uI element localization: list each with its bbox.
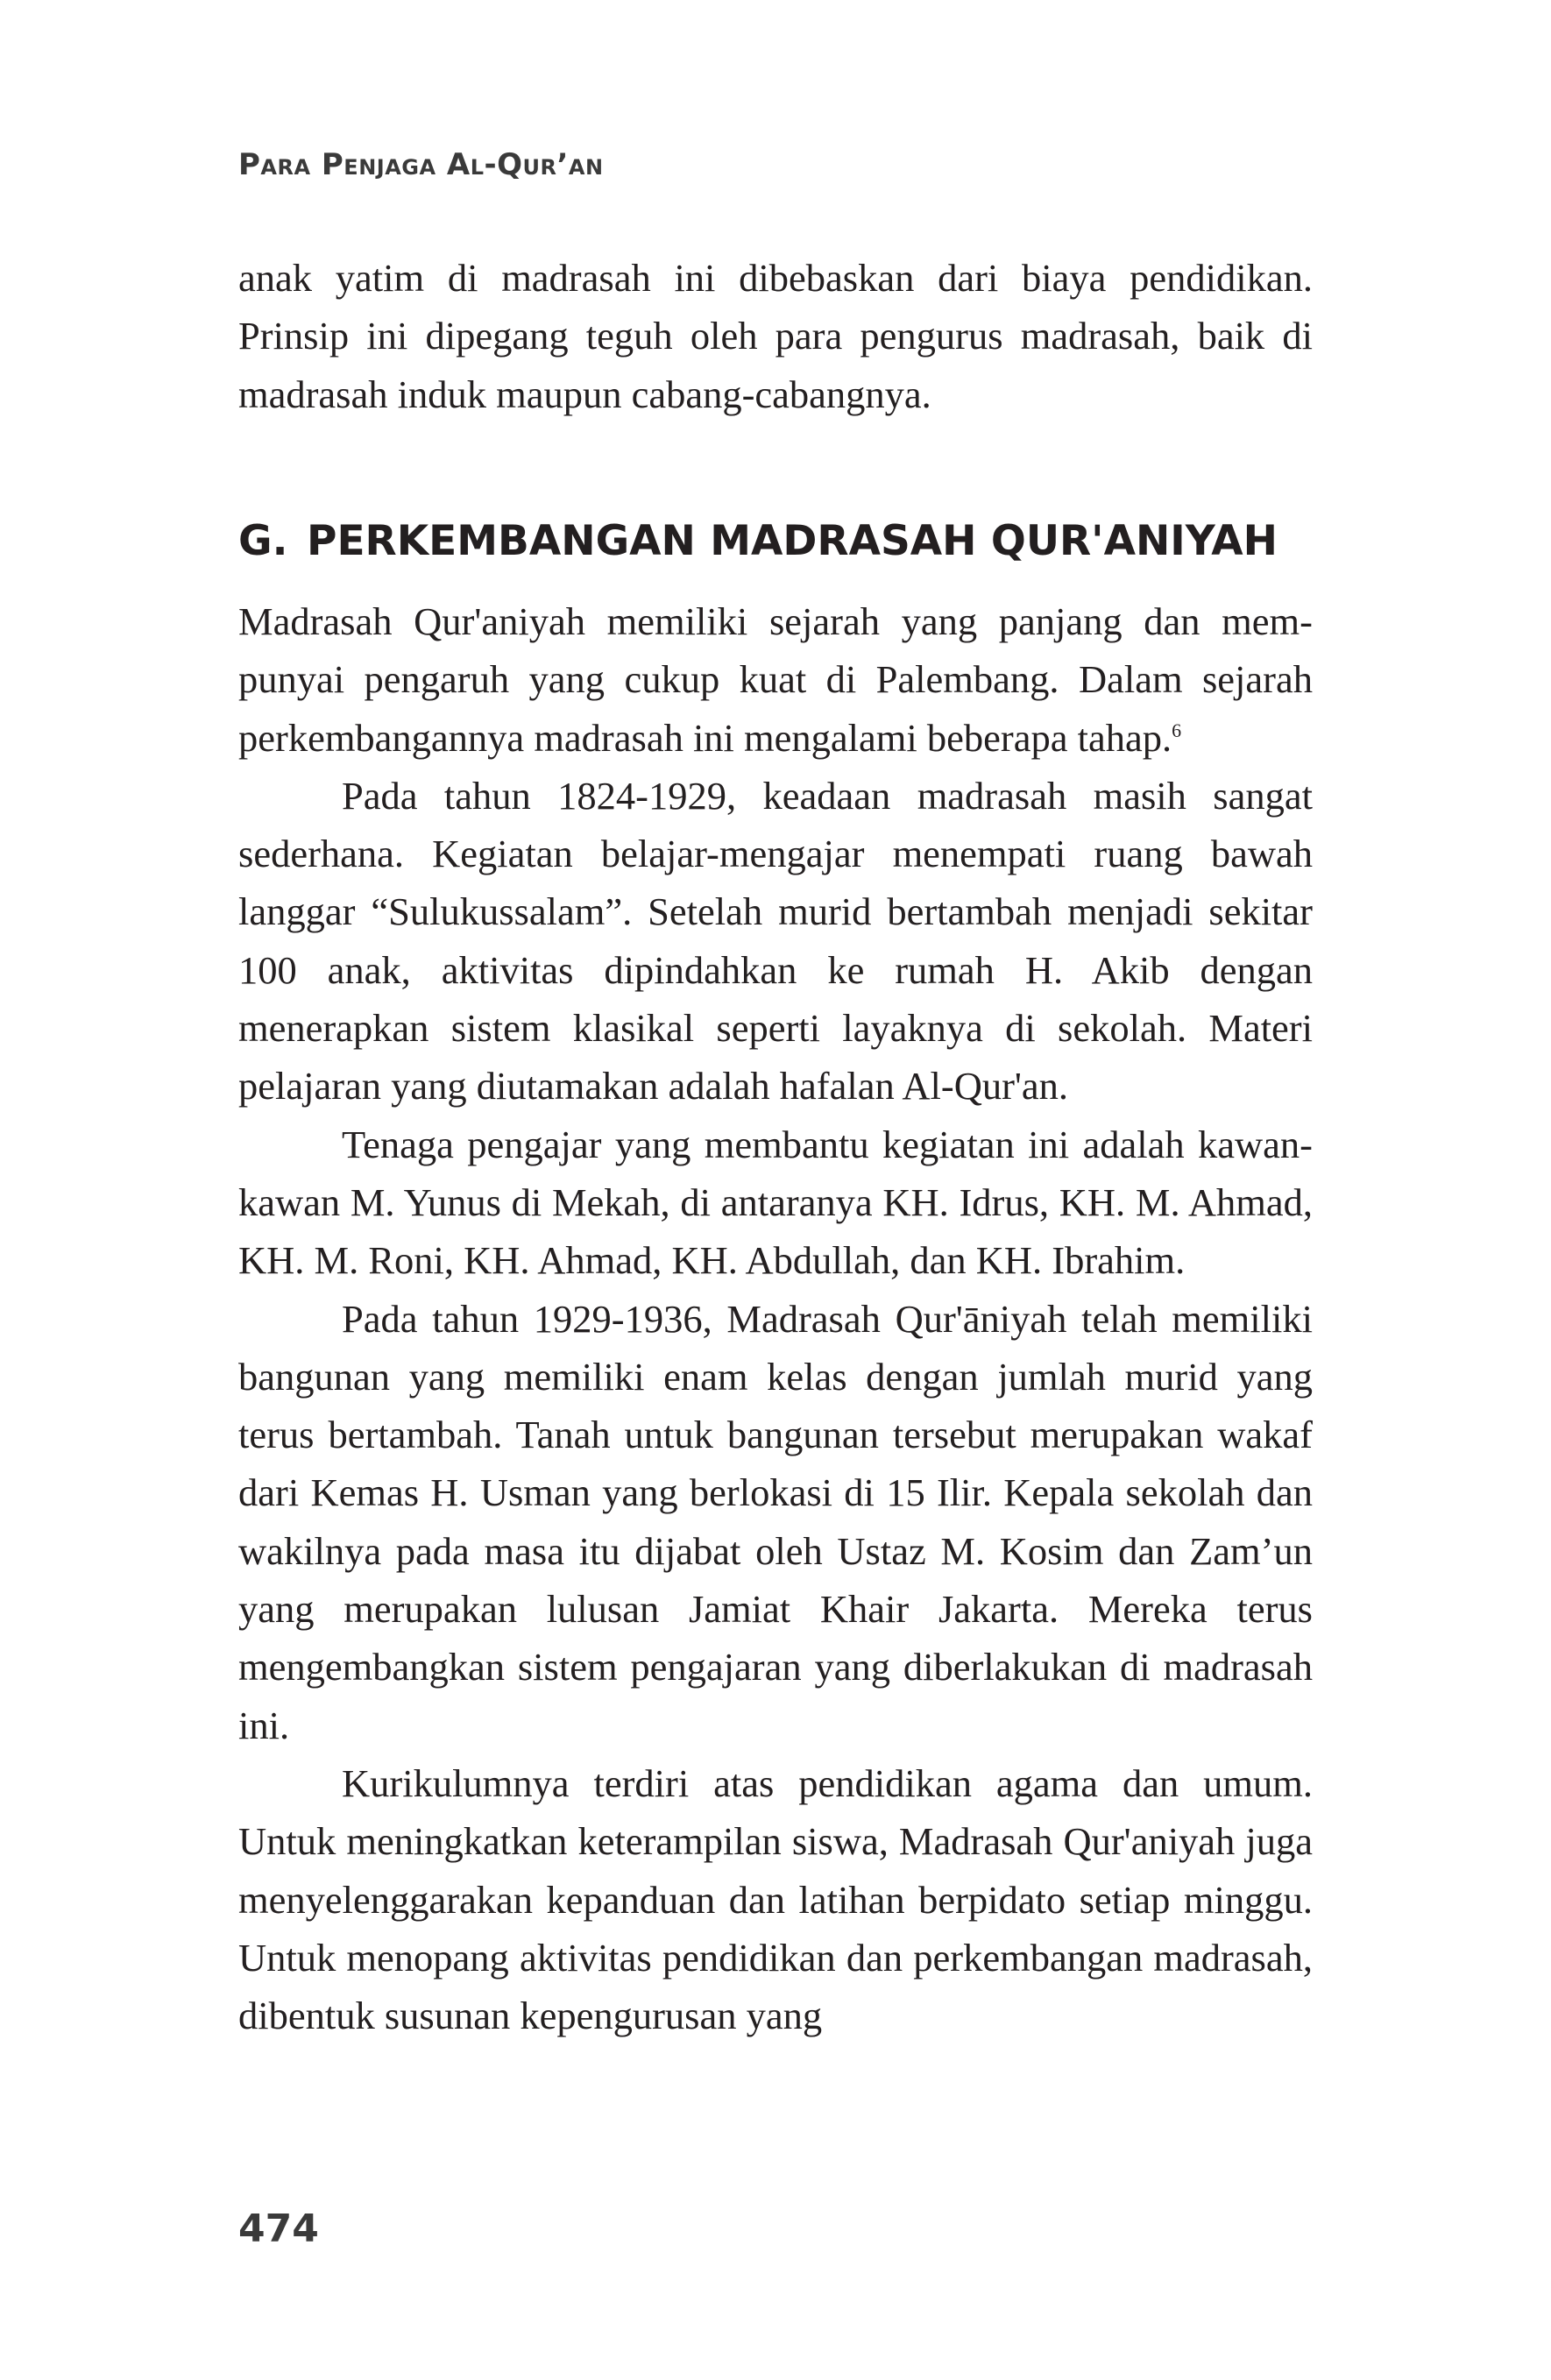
- section-paragraph-3: Tenaga pengajar yang membantu kegiatan ini adalah kawan-kawan M. Yunus di Mekah, di antaranya KH. Idrus, KH. M. Ahmad, KH. M. Roni, KH. Ahmad, KH. Abdullah, dan KH. Ibrahim.: [238, 1122, 1313, 1283]
- running-head: Para Penjaga Al-Qur’an: [238, 147, 604, 182]
- footnote-reference: 6: [1172, 719, 1182, 741]
- section-paragraph-4: Pada tahun 1929-1936, Madrasah Qur'āniyah telah memiliki bangunan yang memiliki enam kelas dengan jumlah murid yang terus bertambah. Tanah untuk bangunan tersebut merupakan wakaf dari Kemas H. Usman yang berlokasi di 15 Ilir. Kepala sekolah dan wakilnya pada masa itu dijabat oleh Ustaz M. Kosim dan Zam’un yang merupakan lulusan Jamiat Khair Jakarta. Mereka terus mengembangkan sistem pengajaran yang diberlakukan di madrasah ini.: [238, 1296, 1313, 1747]
- section-paragraph-2: Pada tahun 1824-1929, keadaan madrasah masih sangat sederhana. Kegiatan belajar-mengajar menempati ruang bawah langgar “Sulukussalam”. Setelah murid bertambah menjadi sekitar 100 anak, aktivitas dipindahkan ke rumah H. Akib dengan menerapkan sistem klasikal seperti layaknya di sekolah. Materi pelajaran yang diutamakan adalah hafalan Al-Qur'an.: [238, 773, 1313, 1109]
- intro-text: [238, 249, 1313, 423]
- section-number: G.: [238, 517, 288, 565]
- paragraph-1-text: Madrasah Qur'aniyah memiliki sejarah yang panjang dan mempunyai pengaruh yang cukup kuat di Palembang. Dalam sejarah perkembangannya madrasah ini mengalami beberapa tahap.: [238, 599, 1313, 760]
- intro-paragraph: anak yatim di madrasah ini dibebaskan dari biaya pendidikan. Prinsip ini dipegang teguh oleh para pengurus madrasah, baik di madrasah induk maupun cabang-cabangnya.: [238, 256, 1313, 416]
- section-heading: [238, 517, 1278, 565]
- page-number: 474: [238, 2206, 319, 2251]
- section-body: [238, 592, 1313, 2044]
- section-paragraph-1: [238, 592, 1313, 767]
- section-title: PERKEMBANGAN MADRASAH QUR'ANIYAH: [307, 517, 1278, 565]
- section-paragraph-5: Kurikulumnya terdiri atas pendidikan agama dan umum. Untuk meningkatkan keterampilan siswa, Madrasah Qur'aniyah juga menyelenggarakan kepanduan dan latihan berpidato setiap minggu. Untuk menopang aktivitas pendidikan dan perkembangan madrasah, dibentuk susunan kepengurusan yang: [238, 1760, 1313, 2038]
